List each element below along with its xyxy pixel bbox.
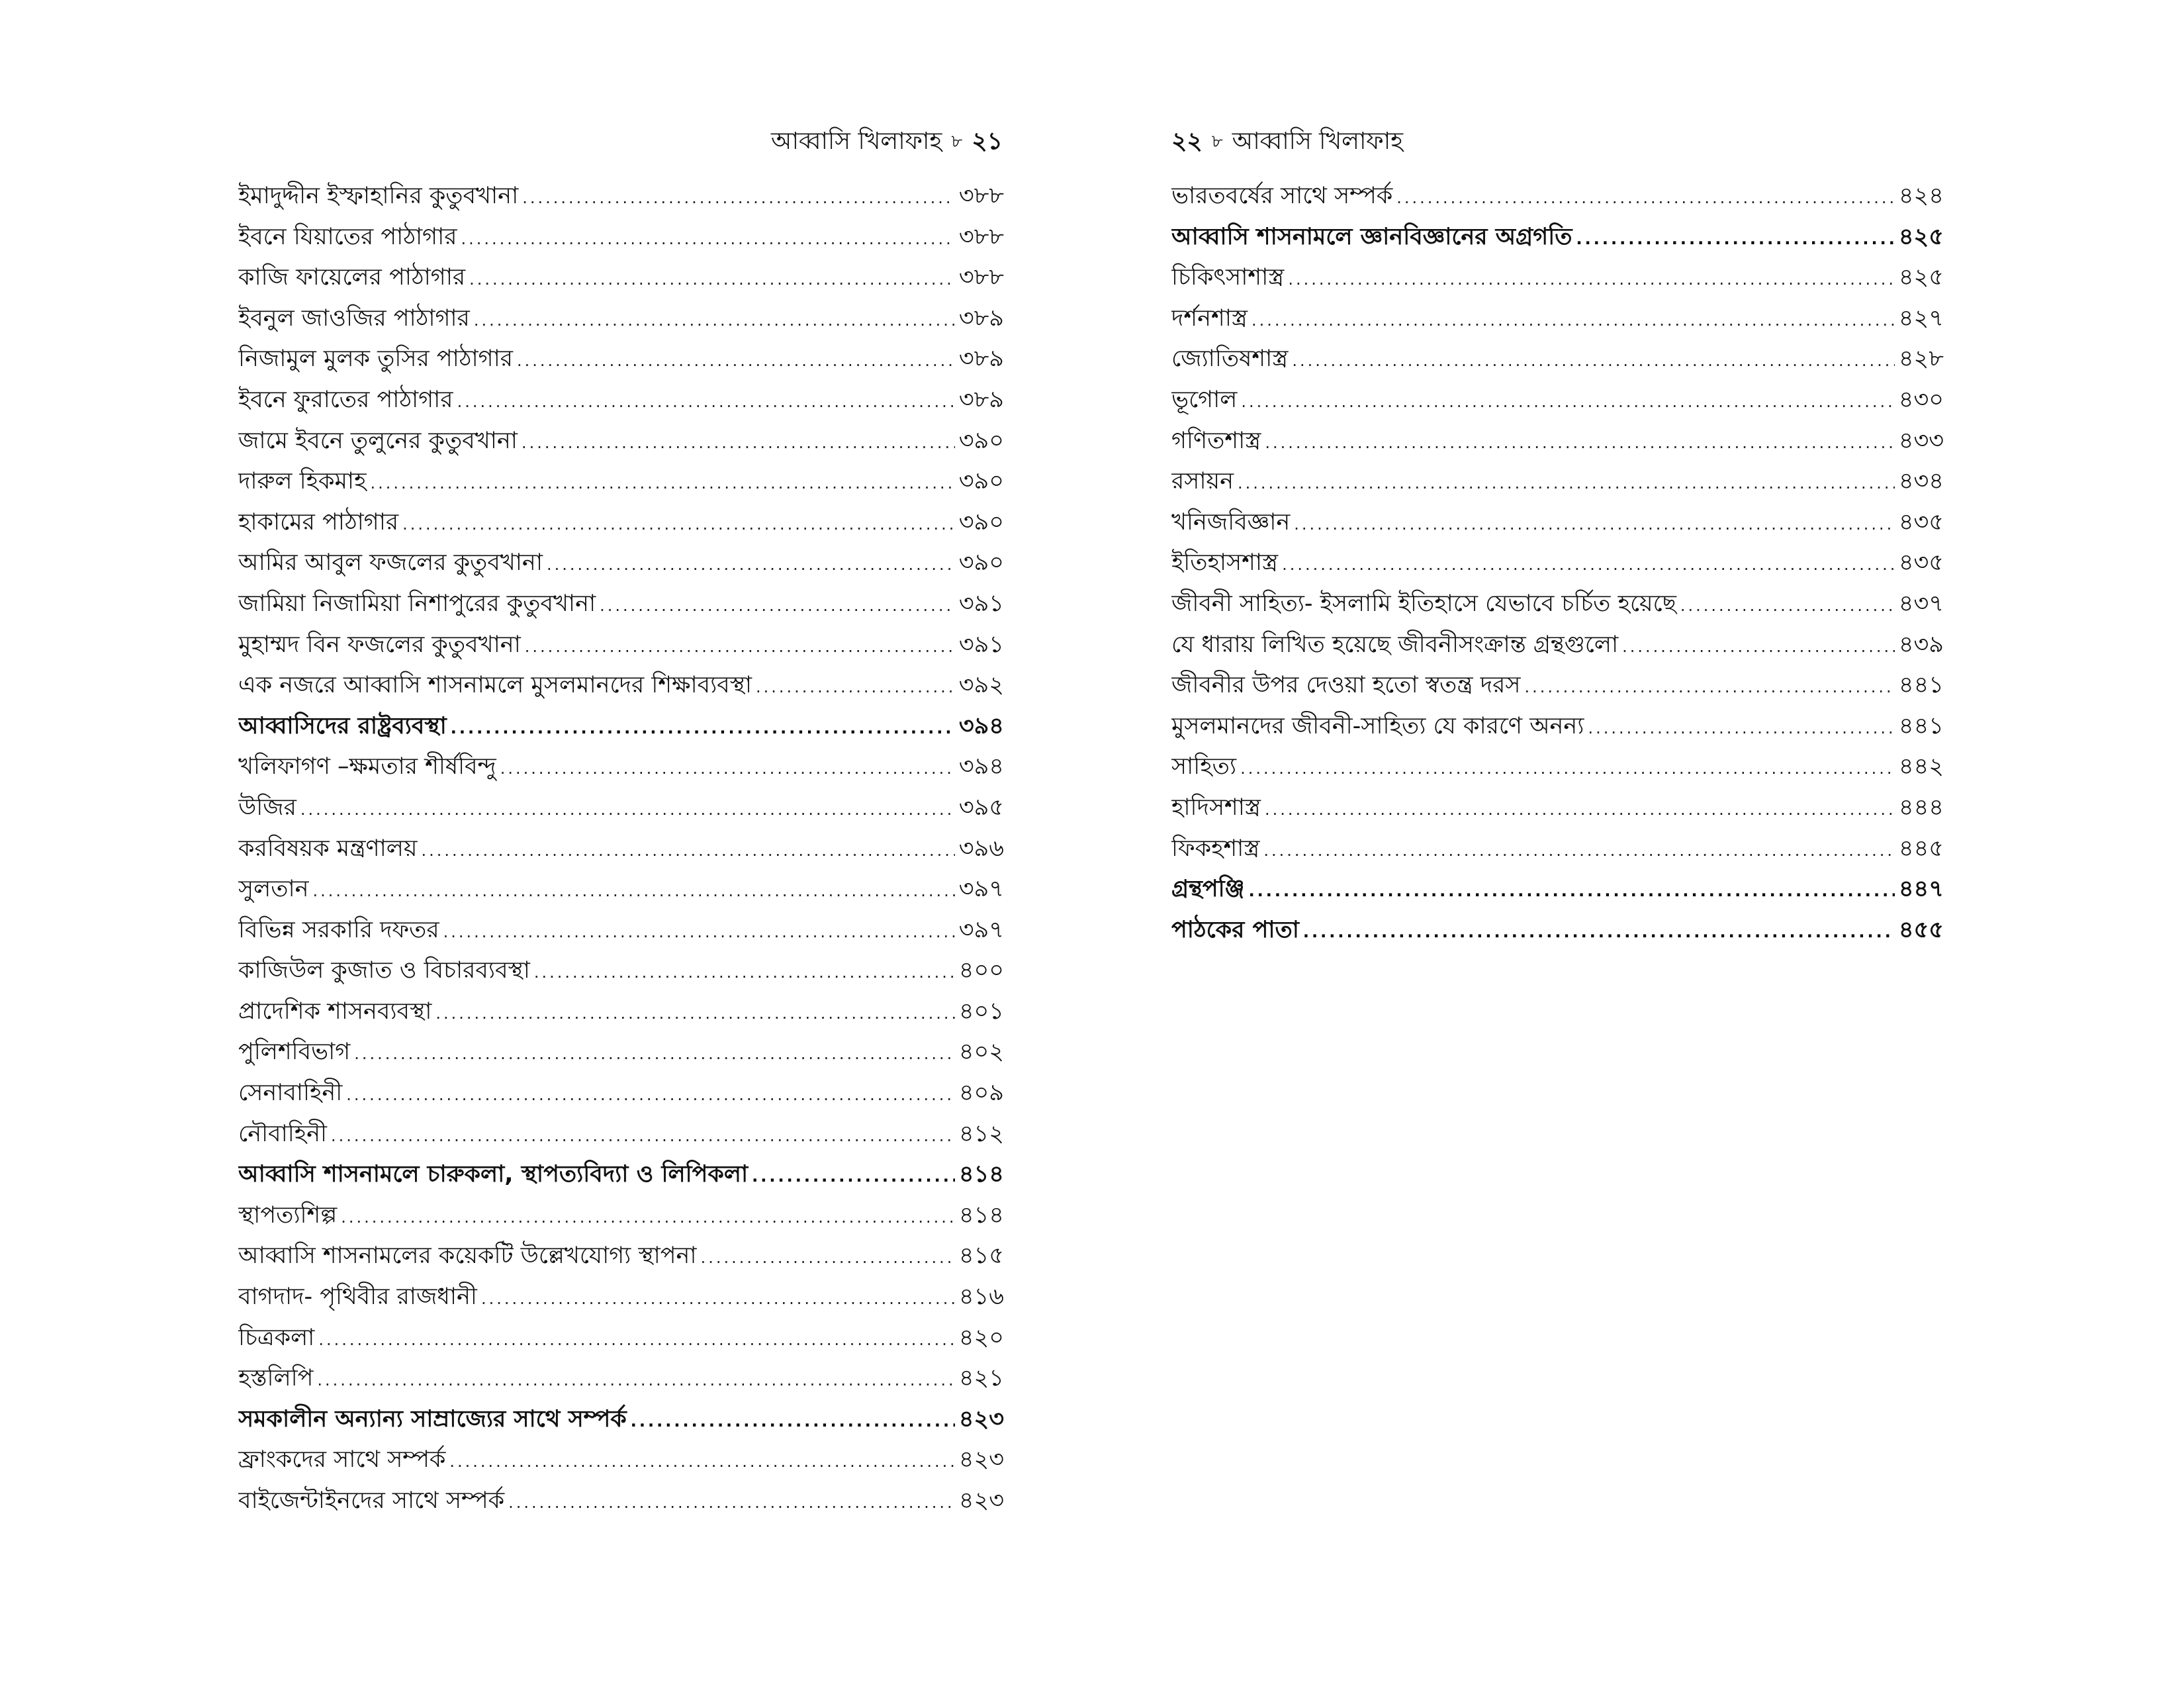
- dot-leader: [317, 1360, 954, 1399]
- toc-entry-title: সাহিত্য: [1171, 753, 1237, 780]
- dot-leader: [522, 178, 955, 217]
- toc-entry-title: জামে ইবনে তুলুনের কুতুবখানা: [238, 427, 518, 454]
- toc-entry-title: সুলতান: [238, 876, 309, 903]
- dot-leader: [1282, 545, 1895, 584]
- toc-entry: [238, 543, 1004, 584]
- toc-entry-page-number: ৩৯৪: [958, 753, 1004, 780]
- toc-entry-title: ইবনে ফুরাতের পাঠাগার: [238, 386, 453, 413]
- dot-leader: [1294, 504, 1895, 543]
- page-number: ২১: [972, 128, 1003, 155]
- toc-section-heading: [238, 1154, 1004, 1196]
- dot-leader: [1622, 627, 1895, 666]
- toc-entry-page-number: ৪৫৫: [1898, 916, 1944, 943]
- toc-entry-title: উজির: [238, 794, 296, 821]
- toc-entry-title: জ্যোতিষশাস্ত্র: [1171, 346, 1289, 373]
- dot-leader: [469, 259, 955, 299]
- table-of-contents-right: [1171, 176, 1944, 951]
- dot-leader: [313, 871, 955, 910]
- toc-entry: [238, 461, 1004, 502]
- toc-entry: [238, 747, 1004, 788]
- toc-entry-title: সমকালীন অন্যান্য সাম্রাজ্যের সাথে সম্পর্ক: [238, 1405, 627, 1432]
- toc-entry: [238, 299, 1004, 340]
- toc-entry: [238, 951, 1004, 992]
- toc-entry: [1171, 461, 1944, 502]
- toc-entry-page-number: ৪২৫: [1898, 223, 1944, 250]
- dot-leader: [1240, 749, 1895, 788]
- dot-leader: [422, 831, 955, 870]
- dot-leader: [341, 1197, 955, 1237]
- toc-entry-title: হাকামের পাঠাগার: [238, 508, 399, 536]
- toc-entry: [238, 1440, 1004, 1481]
- dot-leader: [1588, 708, 1894, 747]
- dot-leader: [354, 1034, 955, 1073]
- dot-leader: [443, 912, 955, 951]
- toc-entry: [1171, 380, 1944, 421]
- toc-entry-title: ভূগোল: [1171, 386, 1238, 413]
- toc-entry: [238, 1277, 1004, 1318]
- dot-leader: [1288, 259, 1895, 299]
- ornament-icon: ৮: [1211, 132, 1223, 152]
- dot-leader: [474, 301, 955, 340]
- toc-entry-page-number: ৪৩৫: [1898, 549, 1944, 577]
- toc-entry-title: কাজিউল কুজাত ও বিচারব্যবস্থা: [238, 957, 530, 984]
- toc-entry-page-number: ৪৪১: [1898, 672, 1944, 699]
- toc-entry-page-number: ৩৮৮: [958, 264, 1004, 291]
- dot-leader: [547, 545, 955, 584]
- dot-leader: [534, 953, 955, 992]
- toc-entry-title: ইবনে যিয়াতের পাঠাগার: [238, 223, 457, 250]
- dot-leader: [449, 1442, 954, 1481]
- dot-leader: [1241, 382, 1894, 421]
- toc-section-heading: [1171, 217, 1944, 258]
- toc-entry-title: খনিজবিজ্ঞান: [1171, 508, 1291, 536]
- toc-entry-title: এক নজরে আব্বাসি শাসনামলে মুসলমানদের শিক্ষাব্যবস্থা: [238, 672, 752, 699]
- toc-entry-title: ইবনুল জাওজির পাঠাগার: [238, 305, 470, 332]
- dot-leader: [631, 1401, 955, 1440]
- toc-entry-page-number: ৪২০: [958, 1324, 1004, 1351]
- toc-entry: [1171, 176, 1944, 217]
- toc-entry: [1171, 706, 1944, 747]
- toc-entry-page-number: ৩৮৮: [958, 183, 1004, 209]
- toc-entry: [1171, 502, 1944, 543]
- toc-entry-page-number: ৪৩৭: [1898, 590, 1944, 617]
- toc-entry-page-number: ৪২৩: [958, 1446, 1004, 1474]
- toc-entry-title: স্থাপত্যশিল্প: [238, 1201, 338, 1229]
- toc-entry-title: জীবনী সাহিত্য- ইসলামি ইতিহাসে যেভাবে চর্চিত হয়েছে: [1171, 590, 1676, 617]
- dot-leader: [1680, 586, 1895, 625]
- toc-entry-page-number: ৩৯৫: [958, 794, 1004, 821]
- toc-entry: [238, 625, 1004, 666]
- toc-entry-page-number: ৩৯০: [958, 468, 1004, 495]
- toc-entry-page-number: ৩৮৯: [958, 386, 1004, 413]
- toc-entry-page-number: ৪২৫: [1898, 264, 1944, 291]
- toc-entry-title: হস্তলিপি: [238, 1365, 314, 1392]
- toc-entry-page-number: ৪৩৩: [1898, 427, 1944, 454]
- toc-entry-page-number: ৩৯১: [958, 590, 1004, 617]
- toc-entry: [238, 1032, 1004, 1073]
- toc-entry-title: রসায়ন: [1171, 468, 1234, 495]
- toc-entry-page-number: ৪৪৫: [1898, 835, 1944, 862]
- toc-entry: [1171, 788, 1944, 829]
- toc-entry-page-number: ৪৩০: [1898, 386, 1944, 413]
- toc-entry: [238, 502, 1004, 543]
- toc-entry-title: পাঠকের পাতা: [1171, 916, 1299, 943]
- toc-entry: [238, 217, 1004, 258]
- dot-leader: [331, 1116, 955, 1155]
- toc-entry: [238, 910, 1004, 951]
- toc-section-heading: [238, 1399, 1004, 1440]
- toc-section-heading: [238, 706, 1004, 747]
- toc-entry-title: বাইজেন্টাইনদের সাথে সম্পর্ক: [238, 1487, 505, 1514]
- toc-entry-title: যে ধারায় লিখিত হয়েছে জীবনীসংক্রান্ত গ্রন্থগুলো: [1171, 631, 1619, 658]
- dot-leader: [318, 1320, 954, 1359]
- toc-entry-title: আব্বাসি শাসনামলে চারুকলা, স্থাপত্যবিদ্যা ও লিপিকলা: [238, 1161, 749, 1188]
- toc-entry-page-number: ৩৯১: [958, 631, 1004, 658]
- toc-entry: [1171, 543, 1944, 584]
- toc-entry-title: ফ্রাংকদের সাথে সম্পর্ক: [238, 1446, 446, 1474]
- toc-entry: [1171, 421, 1944, 462]
- toc-entry-page-number: ৩৯৪: [958, 712, 1004, 739]
- toc-entry: [238, 1481, 1004, 1522]
- toc-entry-title: মুহাম্মদ বিন ফজলের কুতুবখানা: [238, 631, 521, 658]
- table-of-contents-left: [238, 176, 1004, 1522]
- toc-entry-page-number: ৩৯৬: [958, 835, 1004, 862]
- toc-entry: [238, 1358, 1004, 1399]
- dot-leader: [457, 382, 955, 421]
- dot-leader: [461, 219, 955, 258]
- toc-entry: [238, 176, 1004, 217]
- toc-entry: [238, 421, 1004, 462]
- toc-entry: [238, 788, 1004, 829]
- right-page: [1092, 0, 2184, 1688]
- toc-entry-title: ইতিহাসশাস্ত্র: [1171, 549, 1279, 577]
- dot-leader: [1265, 423, 1894, 462]
- toc-entry: [1171, 665, 1944, 706]
- toc-entry-title: ভারতবর্ষের সাথে সম্পর্ক: [1171, 183, 1393, 209]
- toc-entry-page-number: ৩৮৯: [958, 305, 1004, 332]
- left-running-header: [771, 124, 1003, 159]
- toc-entry: [1171, 584, 1944, 625]
- toc-entry-page-number: ৩৯০: [958, 427, 1004, 454]
- dot-leader: [370, 463, 954, 502]
- toc-entry: [1171, 258, 1944, 299]
- toc-entry-page-number: ৪১৬: [958, 1284, 1004, 1311]
- dot-leader: [1265, 790, 1895, 829]
- toc-entry-title: বাগদাদ- পৃথিবীর রাজধানী: [238, 1284, 477, 1311]
- toc-entry-page-number: ৪৩৪: [1898, 468, 1944, 495]
- toc-entry: [238, 829, 1004, 870]
- toc-entry-page-number: ৪৪২: [1898, 753, 1944, 780]
- dot-leader: [701, 1238, 955, 1277]
- toc-entry-title: আব্বাসি শাসনামলে জ্ঞানবিজ্ঞানের অগ্রগতি: [1171, 223, 1572, 250]
- toc-entry-title: নৌবাহিনী: [238, 1120, 328, 1147]
- toc-entry-title: দারুল হিকমাহ: [238, 468, 367, 495]
- toc-entry: [238, 584, 1004, 625]
- toc-section-heading: [1171, 910, 1944, 951]
- toc-entry-title: বিভিন্ন সরকারি দফতর: [238, 916, 439, 943]
- dot-leader: [1524, 667, 1894, 706]
- toc-entry: [1171, 625, 1944, 666]
- toc-entry: [238, 1196, 1004, 1237]
- dot-leader: [756, 667, 955, 706]
- toc-entry: [238, 1114, 1004, 1155]
- dot-leader: [300, 790, 955, 829]
- toc-entry: [238, 992, 1004, 1033]
- dot-leader: [1251, 301, 1895, 340]
- right-running-header: [1171, 124, 1403, 159]
- toc-entry-page-number: ৪১৪: [958, 1161, 1004, 1188]
- toc-entry-page-number: ৪০১: [958, 998, 1004, 1025]
- dot-leader: [1263, 831, 1894, 870]
- toc-entry-page-number: ৪৪৭: [1898, 876, 1944, 903]
- dot-leader: [522, 423, 955, 462]
- toc-entry: [238, 665, 1004, 706]
- toc-entry-title: করবিষয়ক মন্ত্রণালয়: [238, 835, 418, 862]
- toc-entry: [238, 1236, 1004, 1277]
- dot-leader: [500, 749, 955, 788]
- toc-entry: [1171, 829, 1944, 870]
- dot-leader: [508, 1483, 955, 1522]
- ornament-icon: ৮: [951, 132, 963, 152]
- toc-entry-page-number: ৩৯২: [958, 672, 1004, 699]
- toc-entry-page-number: ৪৩৯: [1898, 631, 1944, 658]
- toc-entry-page-number: ৪৪৪: [1898, 794, 1944, 821]
- toc-entry: [238, 380, 1004, 421]
- book-title: আব্বাসি খিলাফাহ: [1232, 128, 1404, 155]
- toc-entry: [238, 1073, 1004, 1114]
- toc-entry-title: নিজামুল মুলক তুসির পাঠাগার: [238, 346, 514, 373]
- toc-entry-page-number: ৪২১: [958, 1365, 1004, 1392]
- toc-entry-page-number: ৩৯০: [958, 508, 1004, 536]
- toc-entry: [238, 339, 1004, 380]
- toc-entry-page-number: ৪১৫: [958, 1243, 1004, 1270]
- dot-leader: [752, 1156, 955, 1196]
- toc-entry-page-number: ৪২৩: [958, 1487, 1004, 1514]
- toc-entry-page-number: ৪০০: [958, 957, 1004, 984]
- toc-entry: [1171, 299, 1944, 340]
- dot-leader: [1292, 341, 1894, 380]
- toc-entry-title: ফিকহশাস্ত্র: [1171, 835, 1260, 862]
- dot-leader: [1249, 871, 1895, 910]
- toc-entry-title: চিত্রকলা: [238, 1324, 315, 1351]
- toc-entry-title: আব্বাসি শাসনামলের কয়েকটি উল্লেখযোগ্য স্থাপনা: [238, 1243, 697, 1270]
- dot-leader: [346, 1075, 955, 1114]
- toc-entry-title: পুলিশবিভাগ: [238, 1039, 351, 1066]
- dot-leader: [1396, 178, 1895, 217]
- dot-leader: [481, 1279, 955, 1318]
- toc-entry-title: সেনাবাহিনী: [238, 1080, 343, 1107]
- dot-leader: [451, 708, 955, 747]
- toc-entry-page-number: ৪১২: [958, 1120, 1004, 1147]
- toc-entry-page-number: ৪০২: [958, 1039, 1004, 1066]
- toc-entry-title: গ্রন্থপঞ্জি: [1171, 876, 1245, 903]
- toc-entry-title: কাজি ফায়েলের পাঠাগার: [238, 264, 466, 291]
- dot-leader: [1576, 219, 1894, 258]
- toc-entry-page-number: ৪৪১: [1898, 712, 1944, 739]
- toc-entry-title: হাদিসশাস্ত্র: [1171, 794, 1261, 821]
- toc-entry-title: গণিতশাস্ত্র: [1171, 427, 1261, 454]
- toc-entry-page-number: ৪২৮: [1898, 346, 1944, 373]
- toc-entry-title: প্রাদেশিক শাসনব্যবস্থা: [238, 998, 432, 1025]
- toc-entry-page-number: ৪১৪: [958, 1201, 1004, 1229]
- toc-entry-title: খলিফাগণ –ক্ষমতার শীর্ষবিন্দু: [238, 753, 496, 780]
- toc-entry-title: আমির আবুল ফজলের কুতুবখানা: [238, 549, 543, 577]
- dot-leader: [435, 994, 954, 1033]
- toc-entry-page-number: ৩৯০: [958, 549, 1004, 577]
- toc-entry: [238, 258, 1004, 299]
- dot-leader: [1238, 463, 1895, 502]
- toc-entry-page-number: ৪০৯: [958, 1080, 1004, 1107]
- dot-leader: [517, 341, 955, 380]
- toc-entry-title: ইমাদুদ্দীন ইস্ফাহানির কুতুবখানা: [238, 183, 519, 209]
- toc-entry-page-number: ৪৩৫: [1898, 508, 1944, 536]
- book-title: আব্বাসি খিলাফাহ: [771, 128, 942, 155]
- dot-leader: [1303, 912, 1895, 951]
- toc-entry-page-number: ৩৯৭: [958, 916, 1004, 943]
- toc-entry: [238, 1318, 1004, 1359]
- toc-entry: [1171, 747, 1944, 788]
- toc-entry-title: মুসলমানদের জীবনী-সাহিত্য যে কারণে অনন্য: [1171, 712, 1584, 739]
- toc-entry: [238, 869, 1004, 910]
- toc-entry-title: জীবনীর উপর দেওয়া হতো স্বতন্ত্র দরস: [1171, 672, 1521, 699]
- toc-entry-page-number: ৩৯৭: [958, 876, 1004, 903]
- dot-leader: [525, 627, 955, 666]
- dot-leader: [402, 504, 955, 543]
- toc-entry-page-number: ৪২৩: [958, 1405, 1004, 1432]
- toc-entry: [1171, 339, 1944, 380]
- toc-entry-page-number: ৩৮৯: [958, 346, 1004, 373]
- toc-entry-title: দর্শনশাস্ত্র: [1171, 305, 1248, 332]
- toc-entry-title: জামিয়া নিজামিয়া নিশাপুরের কুতুবখানা: [238, 590, 596, 617]
- toc-entry-title: আব্বাসিদের রাষ্ট্রব্যবস্থা: [238, 712, 447, 739]
- toc-entry-page-number: ৪২৪: [1898, 183, 1944, 209]
- toc-entry-page-number: ৪২৭: [1898, 305, 1944, 332]
- toc-section-heading: [1171, 869, 1944, 910]
- page-number: ২২: [1171, 128, 1203, 155]
- toc-entry-page-number: ৩৮৮: [958, 223, 1004, 250]
- dot-leader: [600, 586, 955, 625]
- toc-entry-title: চিকিৎসাশাস্ত্র: [1171, 264, 1285, 291]
